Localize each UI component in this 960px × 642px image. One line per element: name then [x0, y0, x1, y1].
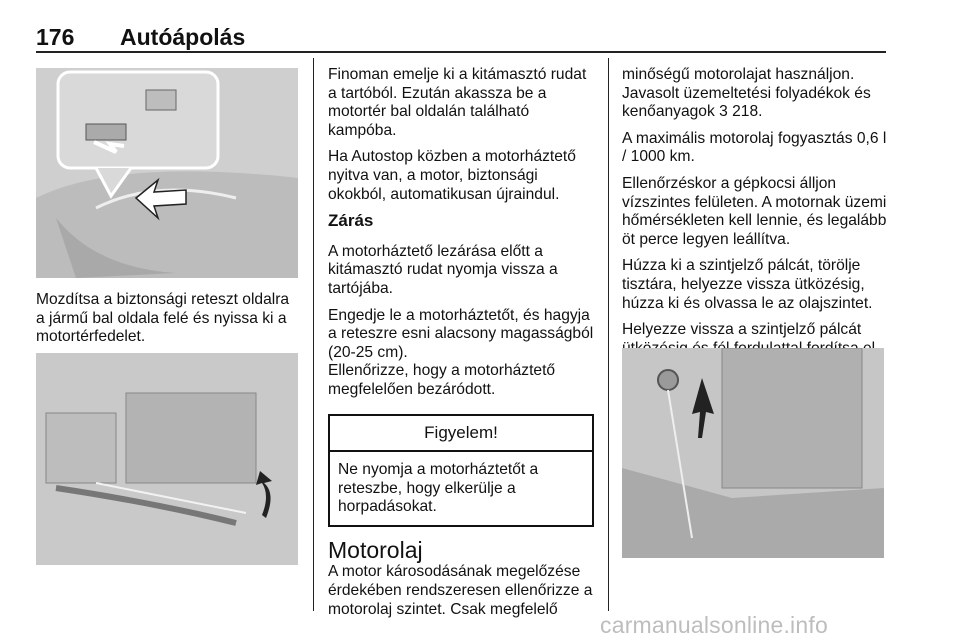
section-title: Autóápolás [120, 24, 246, 50]
paragraph: minőségű motorolajat használjon. Javasolt üzemeltetési folyadékok és kenőanyagok 3 218. [622, 66, 871, 121]
page-number: 176 [36, 24, 75, 50]
page-header [36, 24, 886, 52]
notice-title: Figyelem! [330, 416, 592, 453]
watermark: carmanualsonline.info [600, 612, 828, 638]
column-divider-1 [313, 58, 314, 611]
paragraph: Engedje le a motorháztetőt, és hagyja a reteszre esni alacsony magasságból (20-25 cm). [328, 306, 594, 361]
heading-motorolaj: Motorolaj [328, 536, 423, 563]
paragraph: Helyezze vissza a szintjelző pálcát [622, 321, 862, 339]
column-2-text [328, 66, 594, 627]
notice-box [328, 414, 594, 527]
column-1-text [36, 291, 300, 355]
paragraph: Ellenőrzéskor a gépkocsi álljon vízszintes felületen. A motornak üzemi hőmérsékleten kell lennie, és legalább öt perce legyen leállítva. [622, 174, 887, 248]
column-divider-2 [608, 58, 609, 611]
engine-bay-illustration [36, 353, 298, 565]
paragraph: Húzza ki a szintjelző pálcát, törölje tisztára, helyezze vissza ütközésig, húzza ki és olvassa le az olajszintet. [622, 257, 873, 312]
hood-release-illustration [36, 68, 298, 278]
paragraph: A motor károsodásának megelőzése érdekében rendszeresen ellenőrizze a motorolaj szintet. Csak megfelelő [328, 563, 593, 618]
dipstick-illustration [622, 348, 884, 558]
paragraph: Ellenőrizze, hogy a motorháztető megfelelően bezáródott. [328, 362, 556, 398]
paragraph: Ha Autostop közben a motorháztető nyitva van, a motor, biztonsági okokból, automatikusan újraindul. [328, 148, 576, 203]
header-divider [36, 51, 886, 53]
paragraph: Finoman emelje ki a kitámasztó rudat a tartóból. Ezután akassza be a motortér bal oldalán található kampóba. [328, 66, 587, 139]
notice-body: Ne nyomja a motorháztetőt a reteszbe, hogy elkerülje a horpadásokat. [338, 461, 539, 516]
column-3-text [622, 66, 888, 366]
paragraph: A motorháztető lezárása előtt a kitámasztó rudat nyomja vissza a tartójába. [328, 242, 558, 297]
paragraph: A maximális motorolaj fogyasztás 0,6 l / 1000 km. [622, 129, 887, 166]
heading-zaras: Zárás [328, 211, 374, 231]
hood-release-caption: Mozdítsa a biztonsági reteszt oldalra a jármű bal oldala felé és nyissa ki a motortérfedelet. [36, 291, 290, 346]
